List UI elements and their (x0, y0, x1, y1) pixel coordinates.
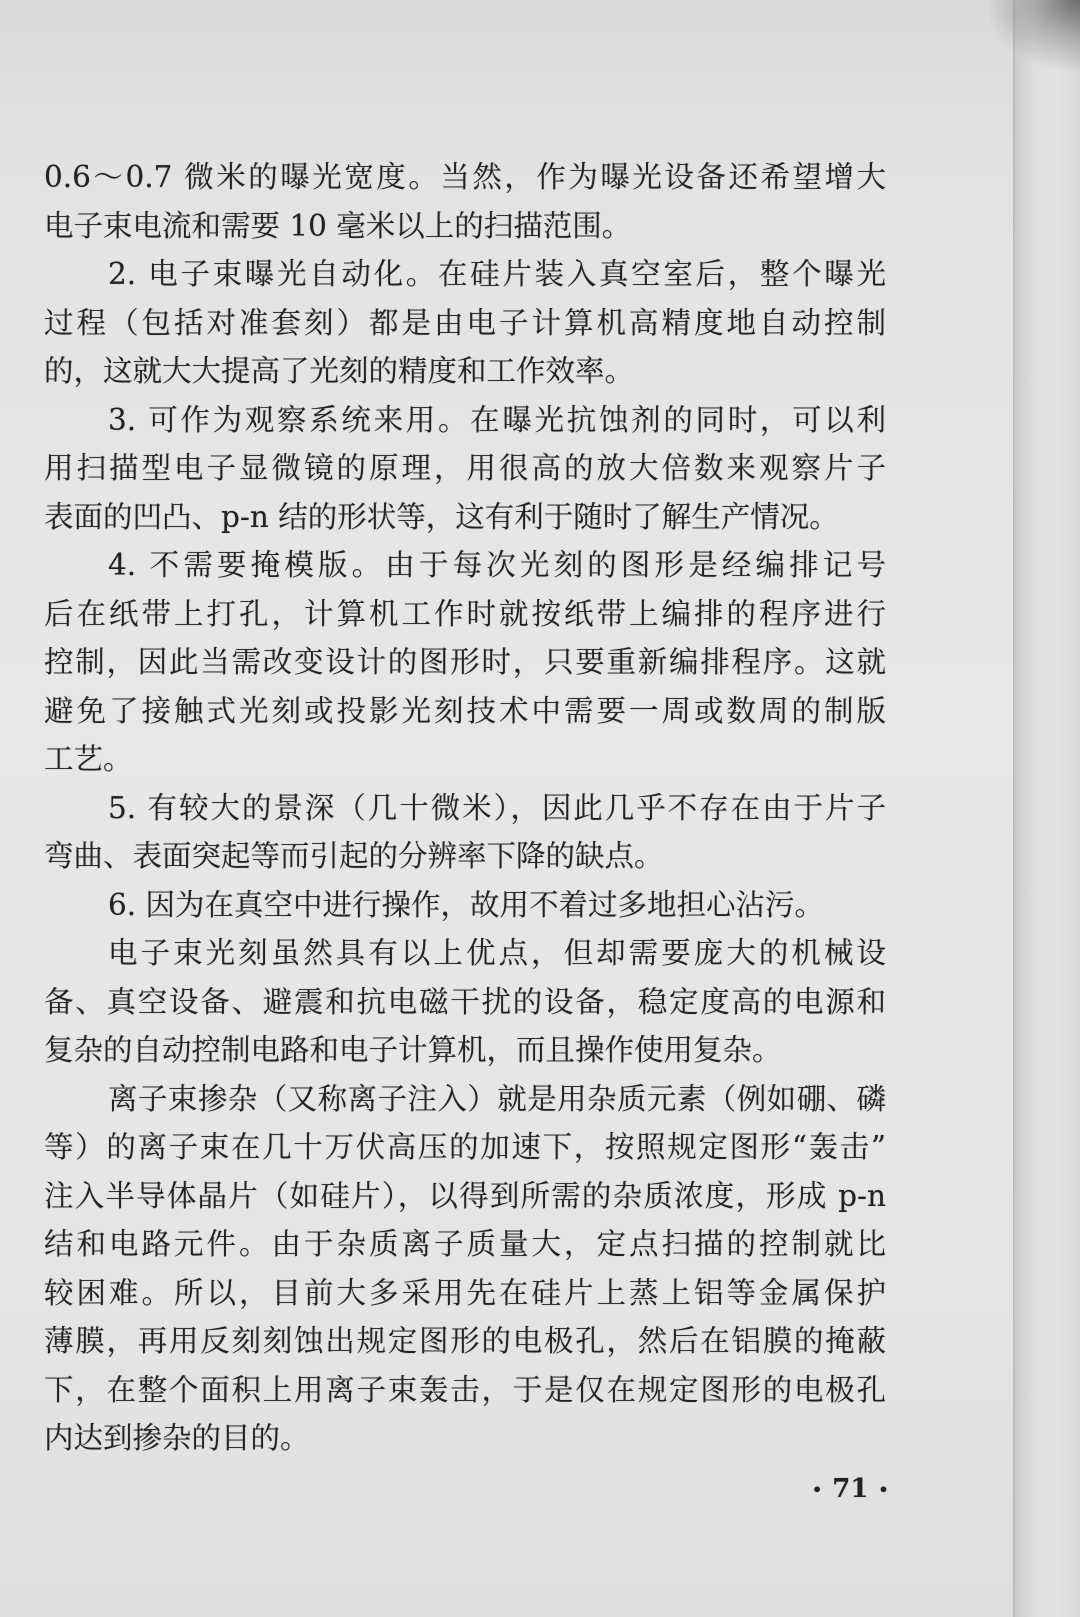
text-line: 备、真空设备、避震和抗电磁干扰的设备，稳定度高的电源和 (44, 984, 886, 1019)
text-line: 电子束电流和需要 10 毫米以上的扫描范围。 (44, 208, 632, 243)
text-line: 后在纸带上打孔，计算机工作时就按纸带上编排的程序进行 (44, 596, 886, 631)
text-line: 6. 因为在真空中进行操作，故用不着过多地担心沾污。 (108, 887, 825, 922)
text-line: 内达到掺杂的目的。 (44, 1421, 310, 1455)
page-edge (1013, 0, 1080, 1617)
text-line: 工艺。 (44, 742, 133, 776)
text-line: 3. 可作为观察系统来用。在曝光抗蚀剂的同时，可以利 (108, 402, 886, 437)
text-line: 4. 不需要掩模版。由于每次光刻的图形是经编排记号 (108, 548, 886, 582)
text-line: 表面的凹凸、p-n 结的形状等，这有利于随时了解生产情况。 (44, 499, 839, 534)
text-line: 较困难。所以，目前大多采用先在硅片上蒸上铝等金属保护 (44, 1275, 886, 1310)
text-line: 用扫描型电子显微镜的原理，用很高的放大倍数来观察片子 (44, 451, 886, 485)
text-line: 复杂的自动控制电路和电子计算机，而且操作使用复杂。 (44, 1033, 782, 1067)
text-line: 下，在整个面积上用离子束轰击，于是仅在规定图形的电极孔 (44, 1372, 886, 1407)
page-number (812, 1469, 889, 1509)
text-line: 0.6～0.7 微米的曝光宽度。当然，作为曝光设备还希望增大 (44, 160, 886, 194)
list-item-2 (44, 250, 886, 396)
list-item-3 (44, 396, 886, 542)
text-line: 离子束掺杂（又称离子注入）就是用杂质元素（例如硼、磷 (108, 1081, 886, 1116)
text-line: 过程（包括对准套刻）都是由电子计算机高精度地自动控制 (44, 305, 886, 340)
text-line: 等）的离子束在几十万伏高压的加速下，按照规定图形“轰击” (44, 1130, 886, 1164)
list-item-5 (44, 784, 886, 881)
paragraph-ion-implantation (44, 1075, 886, 1463)
paragraph-continued (44, 153, 886, 250)
page-number-value: 71 (832, 1474, 869, 1504)
text-line: 薄膜，再用反刻刻蚀出规定图形的电极孔，然后在铝膜的掩蔽 (44, 1324, 886, 1358)
text-line: 弯曲、表面突起等而引起的分辨率下降的缺点。 (44, 839, 664, 873)
text-line: 结和电路元件。由于杂质离子质量大，定点扫描的控制就比 (44, 1227, 886, 1261)
text-line: 5. 有较大的景深（几十微米），因此几乎不存在由于片子 (108, 790, 886, 825)
text-line: 控制，因此当需改变设计的图形时，只要重新编排程序。这就 (44, 645, 886, 679)
list-item-4 (44, 541, 886, 784)
text-line: 避免了接触式光刻或投影光刻技术中需要一周或数周的制版 (44, 693, 886, 728)
paragraph-ebeam-summary (44, 929, 886, 1075)
list-item-6 (44, 881, 886, 930)
text-line: 注入半导体晶片（如硅片），以得到所需的杂质浓度，形成 p-n (44, 1178, 886, 1213)
text-line: 电子束光刻虽然具有以上优点，但却需要庞大的机械设 (108, 936, 886, 970)
text-line: 2. 电子束曝光自动化。在硅片装入真空室后，整个曝光 (108, 257, 886, 291)
page-body (44, 153, 886, 1463)
page-number-marker: • (812, 1479, 823, 1499)
text-line: 的，这就大大提高了光刻的精度和工作效率。 (44, 354, 635, 388)
page-corner-shadow (990, 0, 1080, 70)
page-number-marker: • (878, 1479, 889, 1499)
